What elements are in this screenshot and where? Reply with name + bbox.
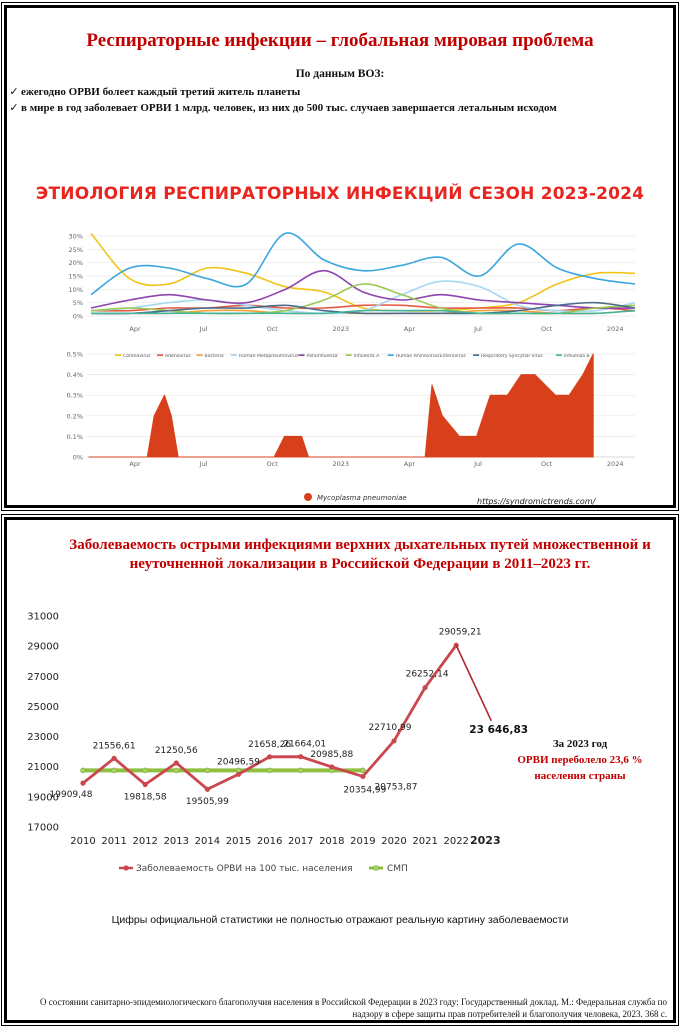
- x-tick-label: Apr: [129, 460, 141, 468]
- x-tick-label: Oct: [540, 460, 553, 468]
- checkmark-icon: ✓: [9, 102, 19, 114]
- incidence-point: [391, 738, 396, 743]
- smp-point: [174, 768, 179, 773]
- incidence-point: [267, 754, 272, 759]
- legend-label: Respiratory Syncytial Virus: [481, 354, 543, 359]
- incidence-title: Заболеваемость острыми инфекциями верхних дыхательных путей множественной и неуточненной локализации в Российской Федерации в 2011–2023 гг.: [69, 537, 651, 572]
- data-label: 19909,48: [49, 790, 93, 801]
- bullet-item: [7, 101, 557, 114]
- legend-swatch: [304, 493, 312, 501]
- incidence-point: [423, 685, 428, 690]
- source-citation: О состоянии санитарно-эпидемиологического благополучия населения в Российской Федерации в 2023 году: Государственный доклад. М.: Федеральная служба по надзору в сфере защиты прав потребителей и благополучия человека, 2023. 368 с.: [40, 997, 667, 1019]
- incidence-point: [360, 774, 365, 779]
- x-tick-label: 2023: [469, 834, 501, 847]
- x-tick-label: Apr: [403, 325, 416, 333]
- etiology-chart: [7, 188, 673, 508]
- legend-label: Influenza A: [353, 354, 380, 359]
- legend-label: Coronavirus: [123, 354, 151, 359]
- x-tick-label: 2010: [70, 836, 96, 847]
- y-tick-label: 19000: [27, 792, 59, 804]
- legend-label: Human Metapneumovirus: [238, 354, 299, 359]
- incidence-point: [329, 764, 334, 769]
- data-label: 20354,99: [343, 785, 387, 796]
- y-tick-label: 0.2%: [66, 412, 83, 421]
- etiology-title: ЭТИОЛОГИЯ РЕСПИРАТОРНЫХ ИНФЕКЦИЙ СЕЗОН 2023-2024: [35, 184, 645, 204]
- y-tick-label: 0.5%: [66, 350, 83, 359]
- mycoplasma-area: [89, 354, 593, 457]
- x-tick-label: Oct: [266, 325, 278, 333]
- y-tick-label: 17000: [27, 822, 59, 834]
- data-label: 21556,61: [92, 741, 136, 752]
- y-tick-label: 25000: [27, 701, 59, 713]
- y-tick-label: 0.1%: [66, 432, 83, 441]
- slide-respiratory-infections: [4, 5, 676, 508]
- incidence-point: [80, 781, 85, 786]
- incidence-point: [143, 782, 148, 787]
- x-tick-label: Apr: [129, 325, 141, 333]
- data-label: 29059,21: [438, 627, 482, 638]
- x-tick-label: 2024: [606, 325, 624, 333]
- data-label: 19505,99: [185, 797, 229, 808]
- data-label: 21658,26: [248, 739, 292, 750]
- legend-swatch: [123, 865, 128, 870]
- y-tick-label: 27000: [27, 671, 59, 683]
- incidence-chart: [7, 602, 529, 892]
- smp-point: [205, 768, 210, 773]
- legend-label: СМП: [387, 864, 408, 874]
- y-tick-label: 0%: [72, 453, 83, 462]
- x-tick-label: 2019: [350, 836, 376, 847]
- incidence-point: [298, 754, 303, 759]
- y-tick-label: 31000: [27, 611, 59, 623]
- incidence-point: [205, 787, 210, 792]
- smp-point: [298, 768, 303, 773]
- data-label: 22710,99: [368, 722, 412, 733]
- smp-point: [360, 768, 365, 773]
- y-tick-label: 15%: [68, 272, 83, 281]
- x-tick-label: 2016: [256, 836, 283, 847]
- data-label: 19818,58: [123, 792, 167, 803]
- x-tick-label: Jul: [199, 460, 208, 468]
- y-tick-label: 5%: [72, 299, 83, 308]
- y-tick-label: 0.4%: [66, 371, 83, 380]
- x-tick-label: Apr: [403, 460, 416, 468]
- smp-point: [267, 768, 272, 773]
- x-tick-label: Oct: [540, 325, 553, 333]
- legend-label: Mycoplasma pneumoniae: [317, 494, 407, 502]
- incidence-2023-line: [456, 645, 491, 721]
- y-tick-label: 10%: [68, 285, 83, 294]
- y-tick-label: 0.3%: [66, 391, 83, 400]
- smp-point: [112, 768, 117, 773]
- source-url: https://syndromictrends.com/: [477, 497, 596, 506]
- smp-point: [143, 768, 148, 773]
- legend-label: Influenza B: [563, 354, 590, 359]
- who-subtitle: По данным ВОЗ:: [295, 68, 385, 80]
- slide-incidence: [4, 517, 676, 1023]
- y-tick-label: 23000: [27, 732, 59, 744]
- x-tick-label: Jul: [199, 325, 208, 333]
- data-label: 23 646,83: [469, 723, 529, 736]
- statistics-note: Цифры официальной статистики не полностью отражают реальную картину заболеваемости: [111, 914, 569, 926]
- x-tick-label: 2017: [287, 836, 314, 847]
- incidence-point: [174, 760, 179, 765]
- y-tick-label: 25%: [68, 245, 83, 254]
- bullet-text: ежегодно ОРВИ болеет каждый третий житель планеты: [21, 86, 301, 98]
- legend-label: Human Rhinovirus/Enterovirus: [395, 354, 466, 359]
- incidence-point: [236, 772, 241, 777]
- x-tick-label: 2011: [101, 836, 127, 847]
- legend-label: Adenovirus: [165, 354, 191, 359]
- x-tick-label: 2014: [194, 836, 221, 847]
- legend-label: Заболеваемость ОРВИ на 100 тыс. населения: [136, 864, 353, 874]
- data-label: 20496,59: [217, 757, 260, 768]
- x-tick-label: 2015: [225, 836, 252, 847]
- checkmark-icon: ✓: [9, 86, 19, 98]
- x-tick-label: 2023: [332, 325, 350, 333]
- slide-title: Респираторные инфекции – глобальная мировая проблема: [86, 30, 594, 51]
- incidence-point: [112, 756, 117, 761]
- y-tick-label: 21000: [27, 762, 59, 774]
- x-tick-label: Jul: [474, 460, 482, 468]
- bullet-text: в мире в год заболевает ОРВИ 1 млрд. человек, из них до 500 тыс. случаев завершается летальным исходом: [21, 102, 557, 114]
- data-label: 21250,56: [154, 745, 198, 756]
- legend-label: Bacteria: [204, 354, 224, 359]
- data-label: 20985,88: [310, 749, 354, 760]
- x-tick-label: 2013: [163, 836, 190, 847]
- data-label: 26252,14: [405, 669, 449, 680]
- y-tick-label: 20%: [68, 259, 83, 268]
- data-label: 21664,01: [283, 739, 327, 750]
- x-tick-label: 2022: [443, 836, 469, 847]
- note-text: ОРВИ переболело 23,6 % населения страны: [517, 754, 643, 782]
- y-tick-label: 30%: [68, 232, 83, 241]
- x-tick-label: 2021: [412, 836, 438, 847]
- x-tick-label: 2020: [381, 836, 407, 847]
- bullet-item: [7, 85, 300, 98]
- x-tick-label: 2012: [132, 836, 158, 847]
- y-tick-label: 29000: [27, 641, 59, 653]
- data-label: 20753,87: [374, 782, 418, 793]
- x-tick-label: 2018: [319, 836, 345, 847]
- x-tick-label: Oct: [266, 460, 278, 468]
- x-tick-label: Jul: [474, 325, 482, 333]
- legend-label: Parainfluenza: [306, 354, 338, 359]
- note-2023: [505, 736, 655, 784]
- legend-swatch: [374, 866, 379, 871]
- y-tick-label: 0%: [72, 312, 83, 321]
- note-year: За 2023 год: [552, 738, 608, 750]
- series-line: [91, 284, 635, 314]
- x-tick-label: 2024: [606, 460, 624, 468]
- x-tick-label: 2023: [332, 460, 350, 468]
- series-line: [91, 233, 635, 311]
- smp-point: [81, 768, 86, 773]
